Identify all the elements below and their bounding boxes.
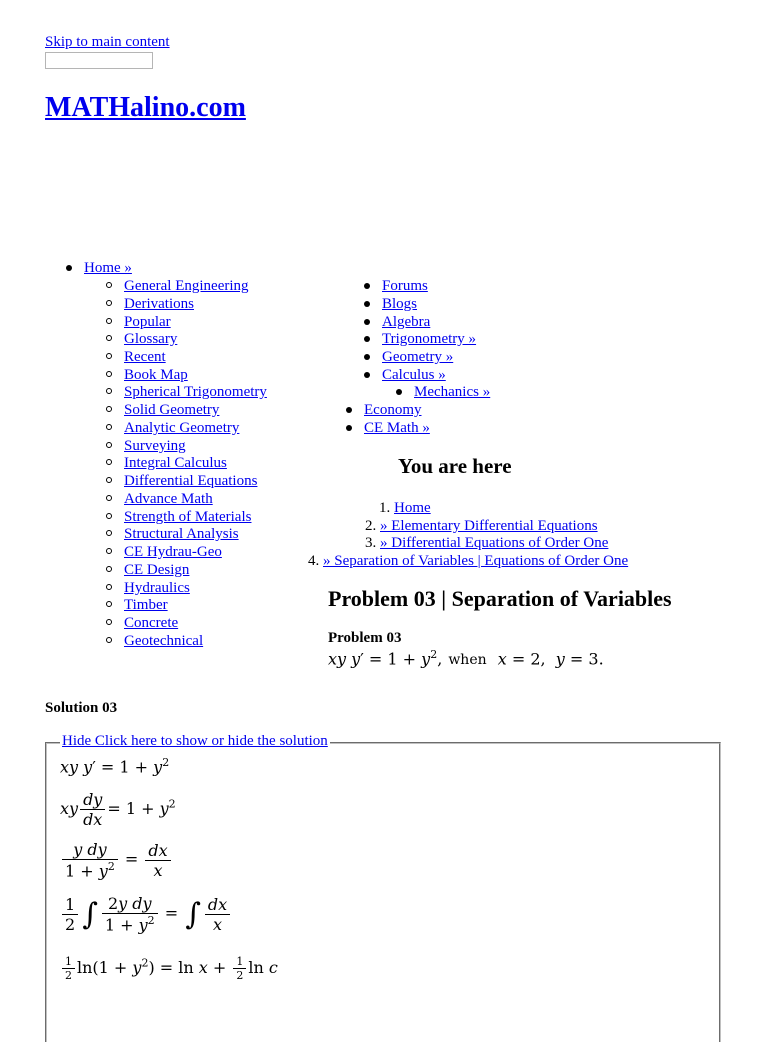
menu-item[interactable] [124,437,186,455]
solution-step-5: $\frac{1}{2}$ $\ln(1 + y^2) = \ln x$ + $\frac{1}{2}$ ln c [60,955,278,982]
breadcrumb-number: 2. [365,518,377,534]
menu-item[interactable] [364,401,422,419]
menu-item[interactable] [124,348,166,366]
menu-item[interactable] [414,383,490,401]
menu-link-geometry[interactable]: Geometry » [382,349,454,365]
menu-item[interactable] [124,525,239,543]
menu-item[interactable] [124,472,257,490]
menu-item[interactable] [124,490,213,508]
menu-item[interactable] [382,330,476,348]
breadcrumb-item [308,552,628,570]
menu-item[interactable] [124,401,219,419]
breadcrumb-number: 1. [379,500,391,516]
menu-link-book-map[interactable]: Book Map [124,367,188,383]
menu-item[interactable] [124,383,267,401]
menu-link-ce-design[interactable]: CE Design [124,562,190,578]
menu-item[interactable] [124,295,194,313]
problem-label: Problem 03 [328,630,402,646]
solution-label: Solution 03 [45,700,118,716]
breadcrumb-item [365,517,598,535]
solution-step-2: xy $\frac{dy}{dx}$ = $1 + y^2$ [60,790,176,829]
menu-link-recent[interactable]: Recent [124,349,166,365]
menu-item[interactable] [382,366,446,384]
menu-link-integral-calculus[interactable]: Integral Calculus [124,455,227,471]
menu-item[interactable] [124,508,251,526]
menu-link-hydraulics[interactable]: Hydraulics [124,580,190,596]
breadcrumb-item [365,534,608,552]
menu-item[interactable] [124,366,188,384]
menu-link-differential-equations[interactable]: Differential Equations [124,473,258,489]
menu-link-derivations[interactable]: Derivations [124,296,194,312]
breadcrumb-item [379,499,431,517]
menu-link-forums[interactable]: Forums [382,278,428,294]
menu-item[interactable] [124,277,249,295]
menu-link-timber[interactable]: Timber [124,597,168,613]
breadcrumb-link-separation-of-variables[interactable]: » Separation of Variables | Equations of Order One [323,553,629,569]
menu-item[interactable] [382,295,417,313]
menu-link-strength-of-materials[interactable]: Strength of Materials [124,509,252,525]
menu-link-economy[interactable]: Economy [364,402,422,418]
menu-item[interactable] [124,330,177,348]
menu-link-solid-geometry[interactable]: Solid Geometry [124,402,220,418]
menu-item[interactable] [124,543,222,561]
site-title-link[interactable]: MATHalino.com [45,92,246,123]
page-title: Problem 03 | Separation of Variables [328,586,672,611]
menu-link-concrete[interactable]: Concrete [124,615,179,631]
menu-link-popular[interactable]: Popular [124,314,171,330]
problem-when-text: when [448,652,487,669]
menu-item[interactable] [124,596,168,614]
menu-link-mechanics[interactable]: Mechanics » [414,384,491,400]
solution-fieldset [45,742,721,1042]
menu-item[interactable] [364,419,430,437]
problem-equation: xy $y' = 1 + y^2$, when x = 2, y = 3. [328,648,604,669]
menu-item[interactable] [124,454,227,472]
breadcrumb-link-de-order-one[interactable]: » Differential Equations of Order One [380,535,609,551]
breadcrumb-heading: You are here [398,454,512,478]
menu-link-blogs[interactable]: Blogs [382,296,418,312]
menu-link-analytic-geometry[interactable]: Analytic Geometry [124,420,240,436]
breadcrumb-link-elementary-de[interactable]: » Elementary Differential Equations [380,518,598,534]
menu-link-algebra[interactable]: Algebra [382,314,431,330]
menu-item[interactable] [382,348,453,366]
solution-step-3: $\frac{\text{y dy}}{1 + y^2}$ = $\frac{dx}{x}$ [60,840,173,880]
menu-link-structural-analysis[interactable]: Structural Analysis [124,526,239,542]
menu-item[interactable] [124,561,189,579]
toggle-solution-link[interactable]: Hide Click here to show or hide the solution [62,733,328,749]
menu-link-ce-hydrau-geo[interactable]: CE Hydrau-Geo [124,544,222,560]
menu-link-calculus[interactable]: Calculus » [382,367,446,383]
menu-link-advance-math[interactable]: Advance Math [124,491,213,507]
menu-item[interactable] [382,313,430,331]
menu-link-surveying[interactable]: Surveying [124,438,186,454]
menu-item[interactable] [124,632,203,650]
menu-link-spherical-trigonometry[interactable]: Spherical Trigonometry [124,384,267,400]
solution-step-1: xy $y' = 1 + y^2$ [60,756,170,777]
menu-item[interactable] [124,579,190,597]
menu-item-home[interactable] [84,259,132,277]
menu-item[interactable] [124,614,178,632]
menu-link-trigonometry[interactable]: Trigonometry » [382,331,477,347]
breadcrumb-number: 3. [365,535,377,551]
search-input[interactable] [45,52,153,69]
breadcrumb-number: 4. [308,553,320,569]
menu-link-home[interactable]: Home » [84,260,132,276]
menu-link-ce-math[interactable]: CE Math » [364,420,430,436]
menu-item[interactable] [124,313,171,331]
breadcrumb-link-home[interactable]: Home [394,500,431,516]
menu-item[interactable] [124,419,239,437]
menu-link-general-engineering[interactable]: General Engineering [124,278,249,294]
skip-to-main-link[interactable]: Skip to main content [45,34,170,50]
menu-link-geotechnical[interactable]: Geotechnical [124,633,204,649]
menu-link-glossary[interactable]: Glossary [124,331,178,347]
solution-step-4: $\frac{1}{2}$ ∫ $\frac{\text{2y dy}}{1 + y^2}$ = ∫ $\frac{dx}{x}$ [60,894,232,934]
menu-item[interactable] [382,277,428,295]
